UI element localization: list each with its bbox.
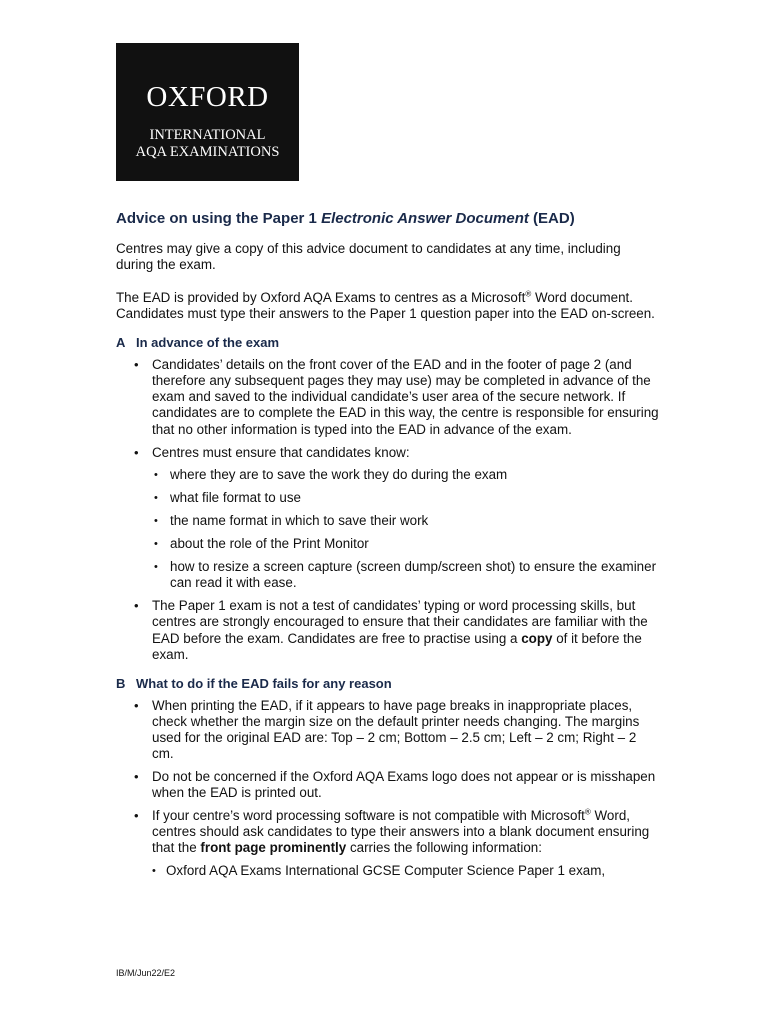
section-b-bullet-1: • When printing the EAD, if it appears to have page breaks in inappropriate places, check whether the margin size on the default printer needs changing. The margins used for the original EAD are: Top – 2 cm; Bottom – 2.5 cm; Left – 2 cm; Right – 2 cm. (116, 698, 660, 762)
section-b-bullet-3 (116, 808, 660, 878)
list-item: • how to resize a screen capture (screen dump/screen shot) to ensure the examiner can read it with ease. (152, 559, 660, 591)
section-b-bullet-3-part-b: Word, centres should ask candidates to type their answers into a blank document ensuring that the (152, 808, 650, 856)
registered-mark: ® (584, 807, 591, 817)
section-a-bullet-3-part-b: of it before the exam. (152, 630, 642, 662)
list-item: • the name format in which to save their work (152, 513, 660, 529)
intro-paragraph-1: Centres may give a copy of this advice document to candidates at any time, including during the exam. (116, 241, 621, 273)
list-item: • what file format to use (152, 490, 660, 506)
section-a-bullet-3 (116, 598, 660, 662)
oxford-aqa-logo (116, 43, 299, 181)
section-a-bullet-2 (116, 445, 660, 592)
section-a-bullet-3-bold: copy (521, 630, 553, 646)
registered-mark: ® (525, 289, 532, 299)
section-b-bullet-3-part-a: If your centre’s word processing software is not compatible with Microsoft (152, 808, 585, 824)
title-prefix: Advice on using the Paper 1 (116, 210, 322, 227)
logo-international-text: INTERNATIONAL (149, 127, 266, 143)
section-a-bullet-2-text: Centres must ensure that candidates know: (152, 444, 410, 460)
section-a-letter: A (116, 335, 126, 351)
section-a-bullet-3-part-a: The Paper 1 exam is not a test of candidates’ typing or word processing skills, but centres are strongly encouraged to ensure that their candidates are familiar with the EAD before the exam. Candidates are free to practise using a (152, 598, 648, 646)
section-b-bullet-3-part-c: carries the following information: (346, 840, 542, 856)
list-item: • Oxford AQA Exams International GCSE Computer Science Paper 1 exam, (152, 863, 660, 879)
intro-p2-part-b: Word document. Candidates must type their answers to the Paper 1 question paper into the EAD on-screen. (116, 289, 655, 321)
section-b-bullet-3-bold: front page prominently (200, 840, 347, 856)
document-title (116, 205, 660, 233)
section-a-list (116, 357, 660, 663)
title-italic: Electronic Answer Document (321, 210, 529, 227)
intro-paragraph-2 (116, 290, 660, 323)
section-b-title: What to do if the EAD fails for any reason (136, 675, 392, 691)
section-a-heading (116, 335, 660, 351)
section-a-title: In advance of the exam (136, 335, 280, 351)
section-b-list (116, 698, 660, 879)
list-item: • about the role of the Print Monitor (152, 536, 660, 552)
section-b-bullet-2: • Do not be concerned if the Oxford AQA Exams logo does not appear or is misshapen when the EAD is printed out. (116, 769, 660, 801)
section-b-sublist (152, 863, 660, 879)
section-b-letter: B (116, 675, 126, 691)
section-b-heading (116, 676, 660, 692)
page-footer-code: IB/M/Jun22/E2 (116, 968, 176, 978)
section-a-bullet-1: • Candidates’ details on the front cover of the EAD and in the footer of page 2 (and therefore any subsequent pages they may use) may be completed in advance of the exam and saved to the individual candidate’s user area of the secure network. If candidates are to complete the EAD in this way, the centre is responsible for ensuring that no other information is typed into the EAD in advance of the exam. (116, 357, 660, 437)
intro-p2-part-a: The EAD is provided by Oxford AQA Exams to centres as a Microsoft (116, 289, 526, 305)
logo-aqa-examinations-text: AQA EXAMINATIONS (135, 144, 280, 160)
document-body (116, 205, 660, 886)
section-a-sublist (152, 467, 660, 592)
logo-oxford-text: OXFORD (146, 81, 269, 113)
list-item: • where they are to save the work they do during the exam (152, 467, 660, 483)
title-suffix: (EAD) (528, 210, 575, 227)
